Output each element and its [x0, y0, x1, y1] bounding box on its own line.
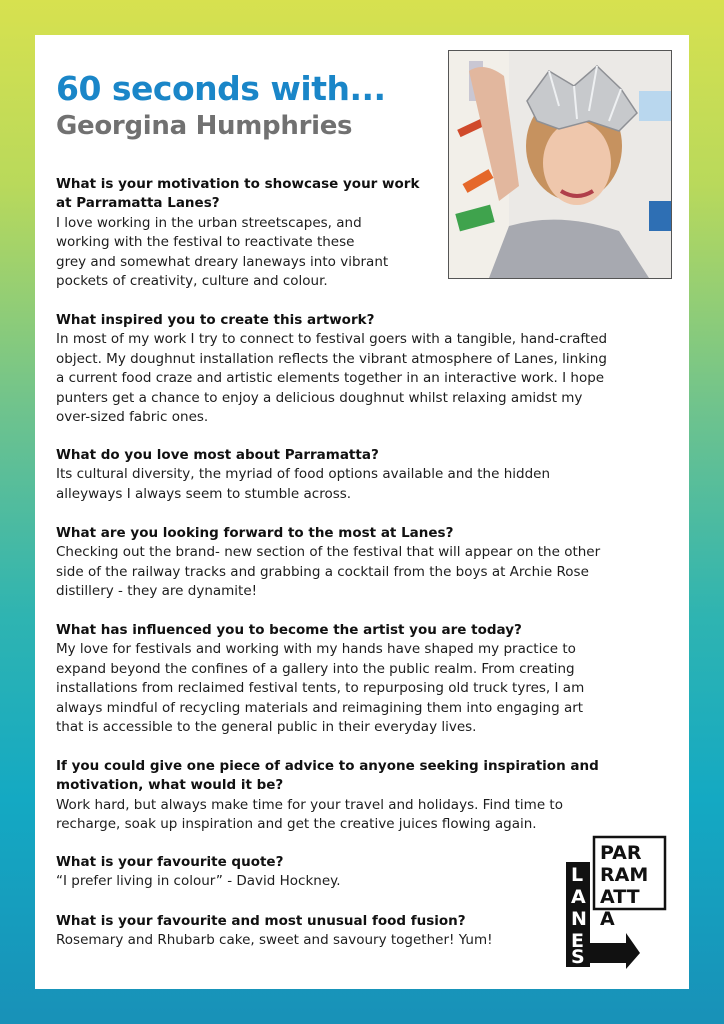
logo-row-3: ATT — [600, 886, 640, 908]
logo-lanes-l: L — [571, 864, 584, 886]
logo-lanes-s: S — [571, 946, 585, 968]
artist-name: Georgina Humphries — [56, 111, 353, 141]
qa-block-4 — [56, 524, 600, 602]
logo-lanes-e: E — [571, 930, 584, 952]
artist-photo-illustration — [449, 51, 671, 278]
logo-row-4: A — [600, 908, 615, 930]
question-8: What is your favourite and most unusual food fusion? — [56, 913, 466, 929]
logo-lanes-a: A — [571, 886, 586, 908]
qa-block-7 — [56, 853, 341, 892]
answer-4: Checking out the brand- new section of the festival that will appear on the other side of the railway tracks and grabbing a cocktail from the boys at Archie Rose distillery - they are dynamite! — [56, 544, 601, 600]
question-7: What is your favourite quote? — [56, 854, 284, 870]
article-sheet — [35, 35, 689, 989]
logo-row-2: RAM — [600, 864, 649, 886]
answer-5: My love for festivals and working with my hands have shaped my practice to expand beyond the confines of a gallery into the public realm. From creating installations from reclaimed festival tents, to repurposing old truck tyres, I am always mindful of recycling materials and reimagining them into engaging art that is accessible to the general public in their everyday lives. — [56, 641, 585, 736]
question-6: If you could give one piece of advice to anyone seeking inspiration and motivation, what would it be? — [56, 758, 599, 794]
qa-block-1 — [56, 175, 419, 291]
qa-block-8 — [56, 912, 493, 951]
parramatta-lanes-logo — [564, 835, 668, 971]
question-2: What inspired you to create this artwork? — [56, 312, 375, 328]
qa-block-5 — [56, 621, 584, 737]
logo-lanes-n: N — [571, 908, 587, 930]
question-3: What do you love most about Parramatta? — [56, 447, 379, 463]
answer-6: Work hard, but always make time for your travel and holidays. Find time to recharge, soak up inspiration and get the creative juices flowing again. — [56, 796, 563, 833]
qa-block-2 — [56, 311, 607, 427]
logo-row-1: PAR — [600, 842, 642, 864]
question-4: What are you looking forward to the most at Lanes? — [56, 525, 454, 541]
artist-photo — [448, 50, 672, 279]
answer-3: Its cultural diversity, the myriad of food options available and the hidden alleyways I always seem to stumble across. — [56, 466, 550, 502]
page-title: 60 seconds with... — [56, 69, 386, 108]
qa-block-3 — [56, 446, 550, 504]
question-1: What is your motivation to showcase your work at Parramatta Lanes? — [56, 176, 420, 212]
answer-7: “I prefer living in colour” - David Hockney. — [56, 873, 341, 890]
parramatta-lanes-logo-mark — [564, 835, 668, 971]
qa-block-6 — [56, 757, 599, 835]
answer-1: I love working in the urban streetscapes, and working with the festival to reactivate these grey and somewhat dreary laneways into vibrant pockets of creativity, culture and colour. — [56, 214, 389, 290]
answer-8: Rosemary and Rhubarb cake, sweet and savoury together! Yum! — [56, 932, 493, 949]
answer-2: In most of my work I try to connect to festival goers with a tangible, hand-crafted object. My doughnut installation reflects the vibrant atmosphere of Lanes, linking a current food craze and artistic elements together in an interactive work. I hope punters get a chance to enjoy a delicious doughnut whilst relaxing amidst my over-sized fabric ones. — [56, 331, 608, 426]
question-5: What has influenced you to become the artist you are today? — [56, 622, 522, 638]
